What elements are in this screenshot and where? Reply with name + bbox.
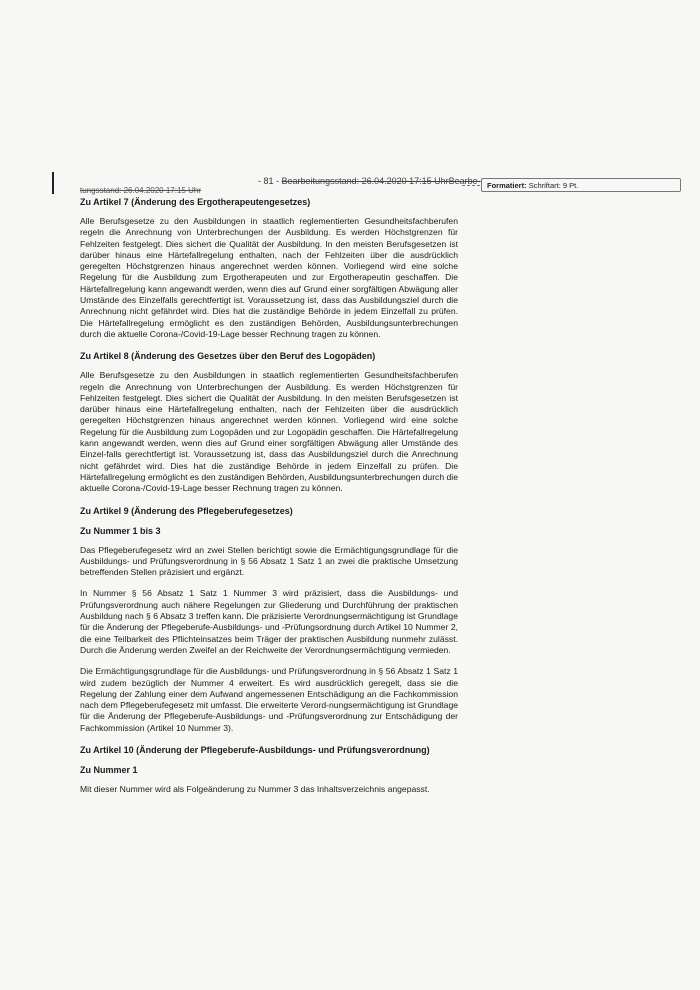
paragraph: In Nummer § 56 Absatz 1 Satz 1 Nummer 3 wird präzisiert, dass die Ausbildungs- und Prüfungsverordnung auch nähere Regelungen zur Gliederung und Durchführung der praktischen Ausbildung nach § 6 Absatz 3 treffen kann. Die präzisierte Verordnungsermächtigung ist Grundlage für die Änderung der Pflegeberufe-Ausbildungs- und -Prüfungsordnung durch Artikel 10 Nummer 2, die eine Teilbarkeit des Pflichteinsatzes beim Träger der praktischen Ausbildung nunmehr zulässt. Durch die Änderung werden Zweifel an der Reichweite der Verordnungsermächtigung vermieden. — [80, 588, 458, 655]
paragraph: Mit dieser Nummer wird als Folgeänderung zu Nummer 3 das Inhaltsverzeichnis angepasst. — [80, 783, 430, 794]
comment-connector-line — [462, 185, 480, 186]
section-heading: Zu Artikel 8 (Änderung des Gesetzes über den Beruf des Logopäden) — [80, 351, 376, 362]
section-nummer-1 — [80, 764, 458, 795]
format-comment-balloon[interactable] — [481, 178, 681, 192]
section-artikel-10 — [80, 744, 458, 756]
section-nummer-1-bis-3 — [80, 525, 458, 734]
paragraph: Alle Berufsgesetze zu den Ausbildungen in staatlich reglementierten Gesundheitsfachberufen regeln die Anrechnung von Unterbrechungen der Ausbildung. Es werden Höchstgrenzen für Fehlzeiten festgelegt. Dies sichert die Qualität der Ausbildung. In den meisten Berufsgesetzen ist darüber hinaus eine Härtefallregelung enthalten, nach der Fehlzeiten über die ausdrücklich geregelten Höchstgrenzen hinaus angerechnet werden können. Vorliegend wird eine solche Regelung für die Ausbildung zum Ergotherapeuten und zur Ergotherapeutin geschaffen. Die Härtefallregelung kann angewandt werden, wenn dies auf Grund einer sorgfältigen Abwägung aller Umstände des Einzelfalls gerechtfertigt ist. Voraussetzung ist, dass das Ausbildungsziel durch die Anrechnung nicht gefährdet wird. Dies hat die zuständige Behörde in jedem Einzelfall zu prüfen. Die Härtefallregelung ermöglicht es den zuständigen Behörden, Ausbildungsunterbrechungen durch die aktuelle Corona-/Covid-19-Lage besser Rechnung tragen zu können. — [80, 216, 458, 339]
deleted-status-text: Bearbeitungsstand: 26.04.2020 17:15 UhrBearbe- — [281, 176, 481, 186]
format-comment-value: Schriftart: 9 Pt. — [528, 181, 579, 190]
document-body — [80, 196, 458, 805]
section-artikel-9 — [80, 505, 458, 517]
section-artikel-7 — [80, 196, 458, 340]
section-heading: Zu Artikel 10 (Änderung der Pflegeberufe-Ausbildungs- und Prüfungsverordnung) — [80, 744, 430, 755]
format-comment-label: Formatiert: — [487, 181, 527, 190]
section-heading: Zu Nummer 1 bis 3 — [80, 525, 161, 536]
page-header — [258, 176, 481, 186]
paragraph: Alle Berufsgesetze zu den Ausbildungen in staatlich reglementierten Gesundheitsfachberufen regeln die Anrechnung von Unterbrechungen der Ausbildung. Es werden Höchstgrenzen für Fehlzeiten festgelegt. Dies sichert die Qualität der Ausbildung. In den meisten Berufsgesetzen ist darüber hinaus eine Härtefallregelung enthalten, nach der Fehlzeiten über die ausdrücklich geregelten Höchstgrenzen hinaus angerechnet werden können. Vorliegend wird eine solche Regelung für die Ausbildung zum Logopäden und zur Logopädin geschaffen. Die Härtefallregelung kann angewandt werden, wenn dies auf Grund einer sorgfältigen Abwägung aller Umstände des Einzel-falls gerechtfertigt ist. Voraussetzung ist, dass das Ausbildungsziel durch die Anrechnung nicht gefährdet wird. Dies hat die zuständige Behörde in jedem Einzelfall zu prüfen. Die Härtefallregelung ermöglicht es den zuständigen Behörden, Ausbildungsunterbrechungen durch die aktuelle Corona-/Covid-19-Lage besser Rechnung tragen zu können. — [80, 370, 458, 494]
section-heading: Zu Artikel 9 (Änderung des Pflegeberufegesetzes) — [80, 505, 293, 516]
paragraph: Die Ermächtigungsgrundlage für die Ausbildungs- und Prüfungsverordnung in § 56 Absatz 1 Satz 1 wird zudem bezüglich der Nummer 4 erweitert. Es wird ausdrücklich geregelt, dass sie die Regelung der Zahlung einer dem Aufwand angemessenen Entschädigung an die Fachkommission nach dem Pflegeberufegesetz mit umfasst. Die erweiterte Verord-nungsermächtigung ist Grundlage für die Änderung der Pflegeberufe-Ausbildungs- und -Prüfungsverordnung zur Entschädigung der Fachkommission (Artikel 10 Nummer 3). — [80, 666, 458, 733]
page-number: - 81 - — [258, 176, 280, 186]
section-heading: Zu Nummer 1 — [80, 764, 138, 775]
section-heading: Zu Artikel 7 (Änderung des Ergotherapeutengesetzes) — [80, 197, 311, 207]
deleted-status-fragment: tungsstand: 26.04.2020 17:15 Uhr — [80, 186, 201, 195]
change-bar — [52, 172, 54, 194]
paragraph: Das Pflegeberufegesetz wird an zwei Stellen berichtigt sowie die Ermächtigungsgrundlage für die Ausbildungs- und Prüfungsverordnung in § 56 Absatz 1 Satz 1 an zwei die praktische Umsetzung betreffenden Stellen präzisiert und ergänzt. — [80, 544, 458, 578]
section-artikel-8 — [80, 350, 458, 494]
